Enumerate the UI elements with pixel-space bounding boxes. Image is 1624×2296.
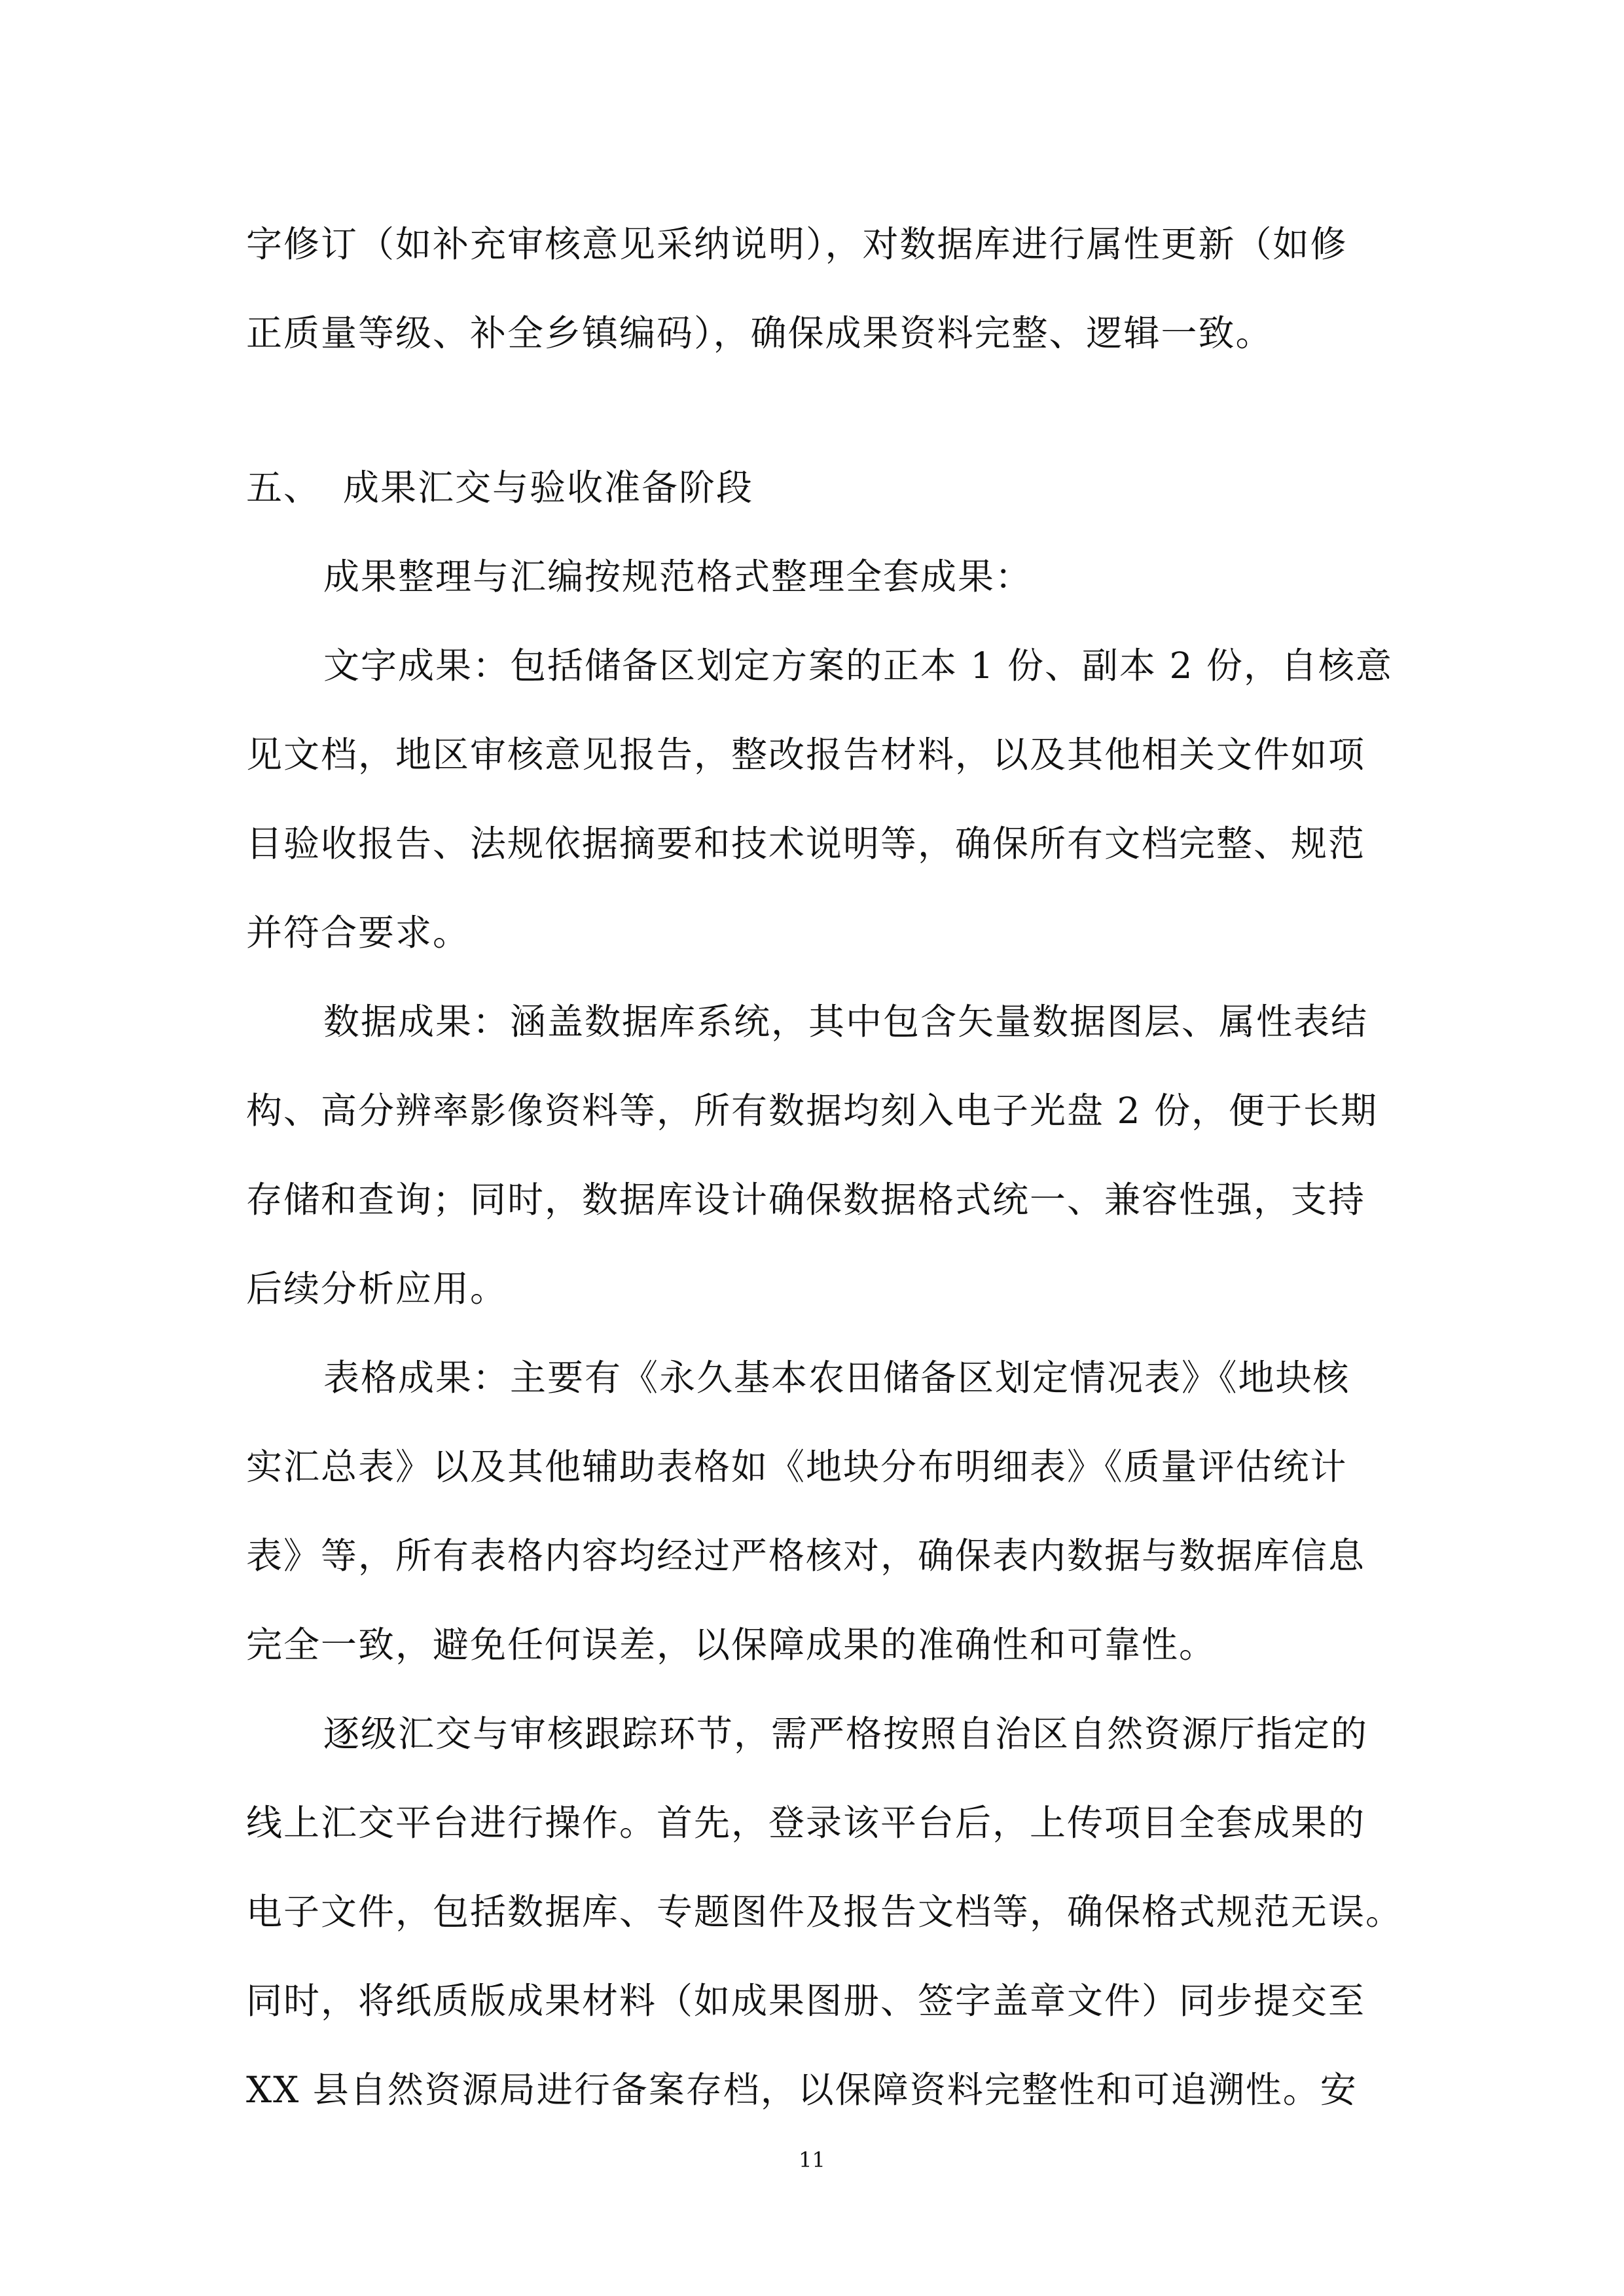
text-line: 实汇总表》以及其他辅助表格如《地块分布明细表》《质量评估统计 <box>246 1446 1348 1488</box>
carryover-paragraph <box>246 200 1385 378</box>
text-line: XX 县自然资源局进行备案存档，以保障资料完整性和可追溯性。安 <box>246 2069 1358 2111</box>
text-line: 正质量等级、补全乡镇编码），确保成果资料完整、逻辑一致。 <box>246 312 1273 354</box>
text-line: 同时，将纸质版成果材料（如成果图册、签字盖章文件）同步提交至 <box>246 1980 1366 2022</box>
text-line: 线上汇交平台进行操作。首先，登录该平台后，上传项目全套成果的 <box>246 1802 1366 1844</box>
text-line: 电子文件，包括数据库、专题图件及报告文档等，确保格式规范无误。 <box>246 1891 1403 1933</box>
paragraph-submission <box>246 1689 1403 2134</box>
text-line: 后续分析应用。 <box>246 1268 508 1310</box>
paragraph-data-results <box>246 977 1385 1333</box>
text-line: 字修订（如补充审核意见采纳说明），对数据库进行属性更新（如修 <box>246 223 1348 265</box>
text-line: 完全一致，避免任何误差，以保障成果的准确性和可靠性。 <box>246 1624 1217 1666</box>
section-number: 五、 <box>246 467 321 509</box>
page-number: 11 <box>799 2147 825 2172</box>
text-line: 见文档，地区审核意见报告，整改报告材料，以及其他相关文件如项 <box>246 734 1366 776</box>
text-line: 构、高分辨率影像资料等，所有数据均刻入电子光盘 2 份，便于长期 <box>246 1090 1378 1132</box>
text-line: 存储和查询；同时，数据库设计确保数据格式统一、兼容性强，支持 <box>246 1179 1366 1221</box>
text-line: 逐级汇交与审核跟踪环节，需严格按照自治区自然资源厅指定的 <box>323 1713 1369 1755</box>
text-line: 目验收报告、法规依据摘要和技术说明等，确保所有文档完整、规范 <box>246 823 1366 865</box>
section-title: 成果汇交与验收准备阶段 <box>343 467 754 509</box>
text-line: 成果整理与汇编按规范格式整理全套成果： <box>323 556 1033 598</box>
text-line: 数据成果：涵盖数据库系统，其中包含矢量数据图层、属性表结 <box>323 1001 1369 1043</box>
text-line: 并符合要求。 <box>246 912 471 954</box>
page-content <box>246 200 1403 2134</box>
paragraph-table-results <box>246 1333 1385 1689</box>
paragraph-text-results <box>246 621 1393 977</box>
section-spacer <box>246 378 1385 443</box>
text-line: 表》等，所有表格内容均经过严格核对，确保表内数据与数据库信息 <box>246 1535 1366 1577</box>
text-line: 表格成果：主要有《永久基本农田储备区划定情况表》《地块核 <box>323 1357 1350 1399</box>
section-heading <box>246 443 1385 532</box>
paragraph-intro <box>246 532 1385 621</box>
text-line: 文字成果：包括储备区划定方案的正本 1 份、副本 2 份，自核意 <box>323 645 1393 687</box>
